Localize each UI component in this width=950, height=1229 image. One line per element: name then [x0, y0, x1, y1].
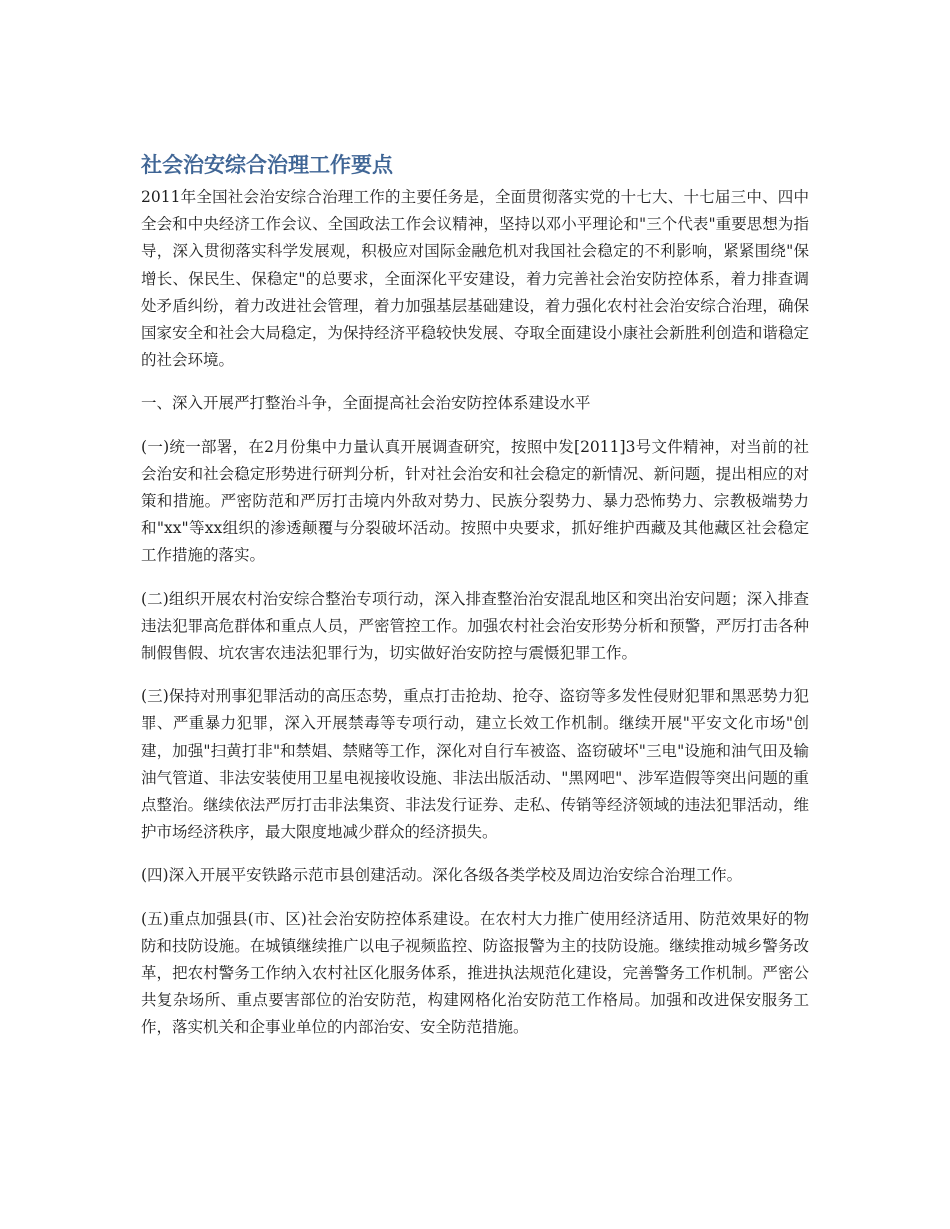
section-heading: 一、深入开展严打整治斗争，全面提高社会治安防控体系建设水平: [141, 394, 591, 413]
document-title: 社会治安综合治理工作要点: [141, 153, 393, 177]
list-item-1: (一)统一部署，在2月份集中力量认真开展调查研究，按照中发[2011]3号文件精神，对当前的社会治安和社会稳定形势进行研判分析，针对社会治安和社会稳定的新情况、新问题，提出相应的对策和措施。严密防范和严厉打击境内外敌对势力、民族分裂势力、暴力恐怖势力、宗教极端势力和"xx"等xx组织的渗透颠覆与分裂破坏活动。按照中央要求，抓好维护西藏及其他藏区社会稳定工作措施的落实。: [141, 437, 809, 565]
list-item-2: (二)组织开展农村治安综合整治专项行动，深入排查整治治安混乱地区和突出治安问题；深入排查违法犯罪高危群体和重点人员，严密管控工作。加强农村社会治安形势分析和预警，严厉打击各种制假售假、坑农害农违法犯罪行为，切实做好治安防控与震慑犯罪工作。: [141, 589, 809, 663]
list-item-4: (四)深入开展平安铁路示范市县创建活动。深化各级各类学校及周边治安综合治理工作。: [141, 866, 743, 885]
document-page: [141, 150, 809, 1058]
list-item-3: (三)保持对刑事犯罪活动的高压态势，重点打击抢劫、抢夺、盗窃等多发性侵财犯罪和黑恶势力犯罪、严重暴力犯罪，深入开展禁毒等专项行动，建立长效工作机制。继续开展"平安文化市场"创建，加强"扫黄打非"和禁娼、禁赌等工作，深化对自行车被盗、盗窃破坏"三电"设施和油气田及输油气管道、非法安装使用卫星电视接收设施、非法出版活动、"黑网吧"、涉军造假等突出问题的重点整治。继续依法严厉打击非法集资、非法发行证券、走私、传销等经济领域的违法犯罪活动，维护市场经济秩序，最大限度地减少群众的经济损失。: [141, 687, 809, 842]
list-item-5: (五)重点加强县(市、区)社会治安防控体系建设。在农村大力推广使用经济适用、防范效果好的物防和技防设施。在城镇继续推广以电子视频监控、防盗报警为主的技防设施。继续推动城乡警务改革，把农村警务工作纳入农村社区化服务体系，推进执法规范化建设，完善警务工作机制。严密公共复杂场所、重点要害部位的治安防范，构建网格化治安防范工作格局。加强和改进保安服务工作，落实机关和企事业单位的内部治安、安全防范措施。: [141, 909, 809, 1037]
intro-paragraph: 2011年全国社会治安综合治理工作的主要任务是，全面贯彻落实党的十七大、十七届三中、四中全会和中央经济工作会议、全国政法工作会议精神，坚持以邓小平理论和"三个代表"重要思想为指导，深入贯彻落实科学发展观，积极应对国际金融危机对我国社会稳定的不利影响，紧紧围绕"保增长、保民生、保稳定"的总要求，全面深化平安建设，着力完善社会治安防控体系，着力排查调处矛盾纠纷，着力改进社会管理，着力加强基层基础建设，着力强化农村社会治安综合治理，确保国家安全和社会大局稳定，为保持经济平稳较快发展、夺取全面建设小康社会新胜利创造和谐稳定的社会环境。: [141, 188, 809, 370]
